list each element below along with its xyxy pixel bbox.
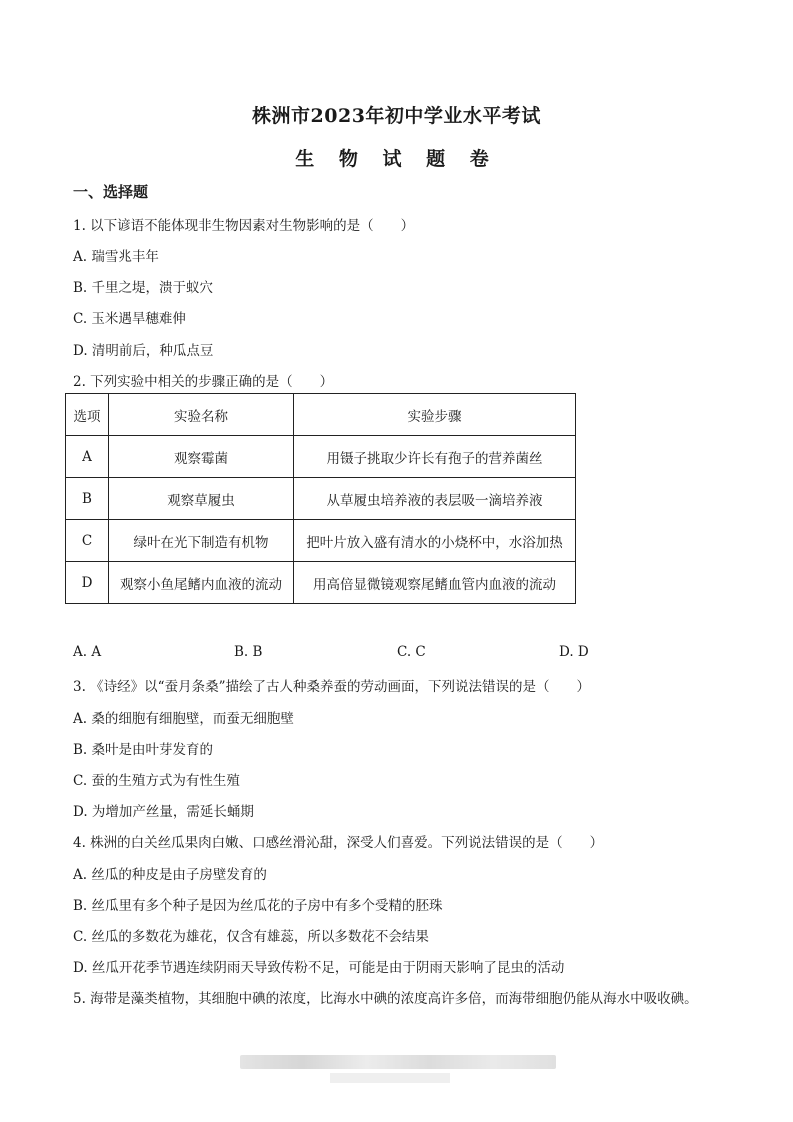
question-1-stem: 1. 以下谚语不能体现非生物因素对生物影响的是（ ） xyxy=(73,218,415,234)
table-header-row xyxy=(66,394,576,436)
exam-subtitle: 生 物 试 题 卷 xyxy=(295,148,498,170)
question-2-option-d: D. D xyxy=(559,644,589,660)
exam-title: 株洲市2023年初中学业水平考试 xyxy=(252,105,541,127)
table-row xyxy=(66,520,576,562)
table-header-cell: 实验步骤 xyxy=(294,394,576,436)
question-1-option-b: B. 千里之堤，溃于蚁穴 xyxy=(73,280,214,296)
question-1-option-d: D. 清明前后，种瓜点豆 xyxy=(73,343,214,359)
question-3-option-d: D. 为增加产丝量，需延长蛹期 xyxy=(73,804,254,820)
question-4-option-b: B. 丝瓜里有多个种子是因为丝瓜花的子房中有多个受精的胚珠 xyxy=(73,898,443,914)
table-header-cell: 实验名称 xyxy=(109,394,294,436)
table-cell: C xyxy=(66,520,109,562)
question-1-option-a: A. 瑞雪兆丰年 xyxy=(73,249,159,265)
table-cell: D xyxy=(66,562,109,604)
question-3-option-c: C. 蚕的生殖方式为有性生殖 xyxy=(73,773,240,789)
section-heading: 一、选择题 xyxy=(73,183,149,201)
table-cell: 观察霉菌 xyxy=(109,436,294,478)
table-cell: 把叶片放入盛有清水的小烧杯中，水浴加热 xyxy=(294,520,576,562)
table-row xyxy=(66,478,576,520)
table-row xyxy=(66,436,576,478)
table-cell: 观察草履虫 xyxy=(109,478,294,520)
question-4-option-c: C. 丝瓜的多数花为雄花，仅含有雄蕊，所以多数花不会结果 xyxy=(73,929,429,945)
question-3-stem: 3. 《诗经》以“蚕月条桑”描绘了古人种桑养蚕的劳动画面，下列说法错误的是（ ） xyxy=(73,679,590,695)
blurred-footer-watermark xyxy=(330,1073,450,1083)
table-cell: 用镊子挑取少许长有孢子的营养菌丝 xyxy=(294,436,576,478)
question-1-option-c: C. 玉米遇旱穗难伸 xyxy=(73,311,186,327)
table-cell: A xyxy=(66,436,109,478)
experiment-table xyxy=(65,393,576,604)
table-header-cell: 选项 xyxy=(66,394,109,436)
question-3-option-a: A. 桑的细胞有细胞壁，而蚕无细胞壁 xyxy=(73,711,294,727)
blurred-footer-watermark xyxy=(240,1055,556,1069)
table-cell: B xyxy=(66,478,109,520)
question-2-option-b: B. B xyxy=(234,644,263,660)
question-2-stem: 2. 下列实验中相关的步骤正确的是（ ） xyxy=(73,374,334,390)
question-4-stem: 4. 株洲的白关丝瓜果肉白嫩、口感丝滑沁甜，深受人们喜爱。下列说法错误的是（ ） xyxy=(73,835,604,851)
question-3-option-b: B. 桑叶是由叶芽发育的 xyxy=(73,742,214,758)
table-cell: 绿叶在光下制造有机物 xyxy=(109,520,294,562)
question-2-option-a: A. A xyxy=(73,644,102,660)
question-4-option-a: A. 丝瓜的种皮是由子房壁发育的 xyxy=(73,867,267,883)
table-row xyxy=(66,562,576,604)
table-cell: 从草履虫培养液的表层吸一滴培养液 xyxy=(294,478,576,520)
question-4-option-d: D. 丝瓜开花季节遇连续阴雨天导致传粉不足，可能是由于阴雨天影响了昆虫的活动 xyxy=(73,960,565,976)
table-cell: 观察小鱼尾鳍内血液的流动 xyxy=(109,562,294,604)
table-cell: 用高倍显微镜观察尾鳍血管内血液的流动 xyxy=(294,562,576,604)
question-5-stem: 5. 海带是藻类植物，其细胞中碘的浓度，比海水中碘的浓度高许多倍，而海带细胞仍能从海水中吸收碘。 xyxy=(73,991,698,1007)
question-2-option-c: C. C xyxy=(397,644,426,660)
